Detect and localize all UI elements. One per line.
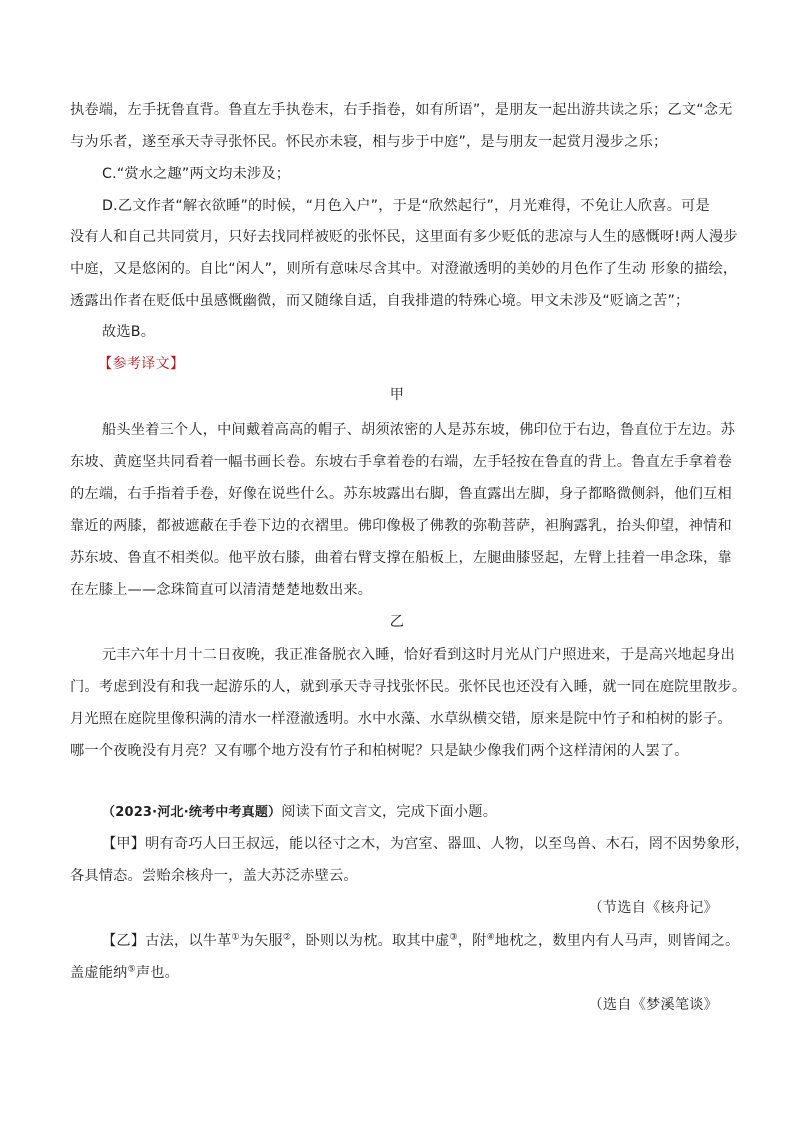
- option-c: C.“赏水之趣”两文均未涉及；: [102, 166, 291, 182]
- translation-jia-line-5: 苏东坡、鲁直不相类似。他平放右膝，曲着右臂支撑在船板上，左腿曲膝竖起，左臂上挂着一串念珠，靠: [70, 550, 732, 566]
- translation-jia-line-4: 靠近的两膝，都被遮蔽在手卷下边的衣褶里。佛印像极了佛教的弥勒菩萨，袒胸露乳，抬头仰望，神情和: [70, 518, 732, 534]
- yi-text-7: 声也。: [135, 965, 180, 981]
- footnote-marker-1: ①: [231, 932, 240, 943]
- question-intro: [102, 802, 762, 823]
- option-d-line-1: D.乙文作者“解衣欲睡”的时候，“月色入户”，于是“欣然起行”，月光难得，不免让人欣喜。可是: [102, 198, 710, 214]
- yi-text-5: 地枕之，数里内有人马声，则皆闻之。: [494, 933, 740, 949]
- yi-text-2: 为矢服: [239, 933, 283, 949]
- yi-text-6: 盖虚能纳: [70, 965, 128, 981]
- analysis-b-line-1: 执卷端，左手抚鲁直背。鲁直左手执卷末，右手指卷，如有所语”，是朋友一起出游共读之乐；乙文“念无: [70, 102, 733, 118]
- question-jia-source: （节选自《核舟记》: [588, 900, 718, 916]
- translation-yi-line-4: 哪一个夜晚没有月亮？又有哪个地方没有竹子和柏树呢？只是缺少像我们两个这样清闲的人罢了。: [70, 743, 689, 759]
- translation-jia-label: 甲: [389, 387, 405, 403]
- option-d-line-3: 中庭，又是悠闲的。自比“闲人”，则所有意味尽含其中。对澄澈透明的美妙的月色作了生动 形象的描绘，: [70, 261, 738, 277]
- yi-text-3: ，卧则以为枕。取其中虚: [291, 933, 450, 949]
- translation-yi-label: 乙: [389, 614, 405, 630]
- translation-jia-line-3: 的左端，右手指着手卷，好像在说些什么。苏东坡露出右脚，鲁直露出左脚，身子都略微侧斜，他们互相: [70, 486, 732, 502]
- question-jia-line-1: 【甲】明有奇巧人曰王叔远，能以径寸之木，为宫室、器皿、人物，以至鸟兽、木石，罔不因势象形，: [102, 836, 750, 852]
- analysis-b-line-2: 与为乐者，遂至承天寺寻张怀民。怀民亦未寝，相与步于中庭”，是与朋友一起赏月漫步之乐；: [70, 134, 668, 150]
- question-prompt: 阅读下面文言文，完成下面小题。: [281, 804, 498, 820]
- translation-jia-line-1: 船头坐着三个人，中间戴着高高的帽子、胡须浓密的人是苏东坡，佛印位于右边，鲁直位于左边。苏: [102, 422, 736, 438]
- question-yi-line-2: [70, 963, 730, 983]
- question-source-tag: （2023·河北·统考中考真题）: [102, 805, 282, 820]
- translation-jia-line-6: 在左膝上——念珠简直可以清清楚楚地数出来。: [70, 582, 373, 598]
- translation-header: 【参考译文】: [98, 356, 185, 372]
- footnote-marker-3: ③: [449, 932, 458, 943]
- yi-text-1: 【乙】古法，以牛革: [102, 933, 232, 949]
- translation-yi-line-2: 门。考虑到没有和我一起游乐的人，就到承天寺寻找张怀民。张怀民也还没有入睡，就一同在庭院里散步。: [70, 679, 747, 695]
- footnote-marker-4: ④: [486, 932, 495, 943]
- question-yi-line-1: [102, 931, 762, 951]
- question-yi-source: （选自《梦溪笔谈》: [588, 997, 718, 1013]
- question-jia-line-2: 各具情态。尝贻余核舟一，盖大苏泛赤壁云。: [70, 868, 358, 884]
- translation-yi-line-3: 月光照在庭院里像积满的清水一样澄澈透明。水中水藻、水草纵横交错，原来是院中竹子和柏树的影子。: [70, 711, 732, 727]
- translation-jia-line-2: 东坡、黄庭坚共同看着一幅书画长卷。东坡右手拿着卷的右端，左手轻按在鲁直的背上。鲁直左手拿着卷: [70, 454, 732, 470]
- yi-text-4: ，附: [457, 933, 487, 949]
- option-d-line-2: 没有人和自己共同赏月，只好去找同样被贬的张怀民，这里面有多少贬低的悲凉与人生的感慨呀!两人漫步: [70, 229, 738, 245]
- option-d-line-4: 透露出作者在贬低中虽感慨幽微，而又随缘自适，自我排遣的特殊心境。甲文未涉及“贬谪之苦”；: [70, 293, 690, 309]
- footnote-marker-5: ⑤: [127, 964, 136, 975]
- answer: 故选B。: [102, 324, 156, 340]
- footnote-marker-2: ②: [282, 932, 292, 943]
- translation-yi-line-1: 元丰六年十月十二日夜晚，我正准备脱衣入睡，恰好看到这时月光从门户照进来，于是高兴地起身出: [102, 647, 736, 663]
